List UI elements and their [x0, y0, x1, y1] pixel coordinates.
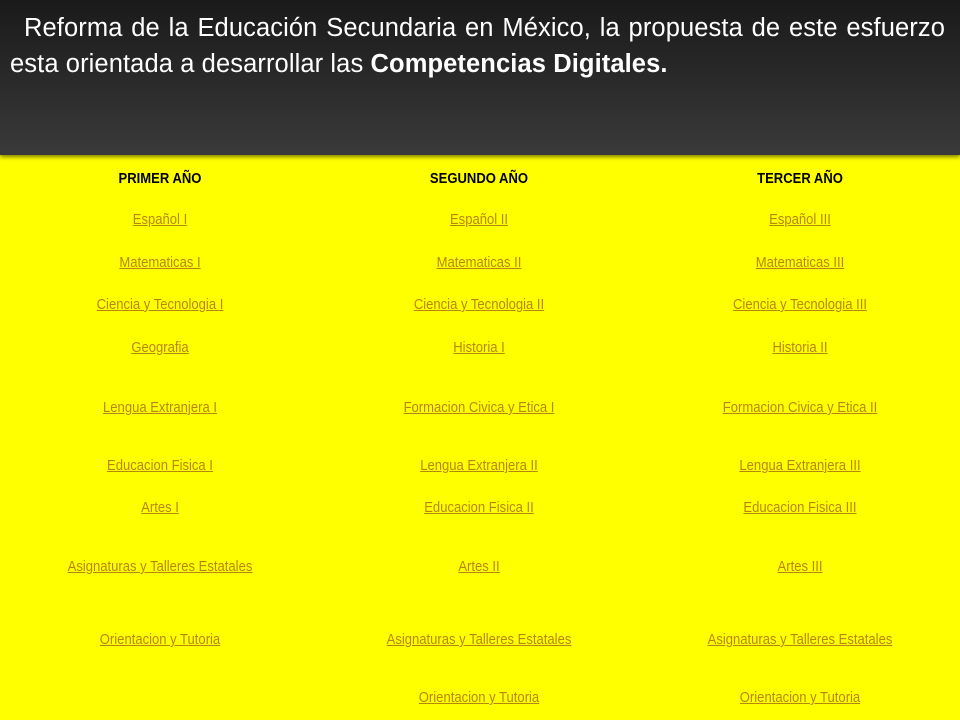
column-segundo-ano: [320, 155, 638, 720]
subject-link[interactable]: Español II: [449, 212, 509, 228]
subject-link[interactable]: Artes III: [777, 559, 823, 575]
column-tercer-ano: [640, 155, 960, 720]
column-primer-ano: [0, 155, 320, 720]
subject-link[interactable]: Educacion Fisica II: [424, 500, 534, 516]
header-text: [10, 10, 945, 82]
subject-link[interactable]: Orientacion y Tutoria: [99, 632, 221, 648]
subject-link[interactable]: Asignaturas y Talleres Estatales: [67, 559, 253, 575]
subject-link[interactable]: Ciencia y Tecnologia I: [96, 297, 224, 313]
subject-link[interactable]: Historia I: [453, 340, 505, 356]
subject-link[interactable]: Matematicas II: [436, 255, 522, 271]
subject-link[interactable]: Asignaturas y Talleres Estatales: [707, 632, 893, 648]
header-panel: [0, 0, 960, 155]
subject-link[interactable]: Matematicas III: [755, 255, 845, 271]
header-text-plain: Reforma de la Educación Secundaria en México, la propuesta de este esfuerzo esta orientada a desarrollar las: [10, 14, 945, 78]
subject-link[interactable]: Orientacion y Tutoria: [739, 690, 861, 706]
subject-link[interactable]: Español I: [132, 212, 188, 228]
subject-link[interactable]: Geografia: [131, 340, 189, 356]
subject-link[interactable]: Formacion Civica y Etica I: [403, 400, 555, 416]
subject-link[interactable]: Lengua Extranjera II: [420, 458, 538, 474]
subject-link[interactable]: Artes I: [141, 500, 179, 516]
subject-link[interactable]: Educacion Fisica I: [107, 458, 213, 474]
subject-link[interactable]: Español III: [769, 212, 831, 228]
subject-link[interactable]: Asignaturas y Talleres Estatales: [386, 632, 572, 648]
subject-link[interactable]: Lengua Extranjera I: [103, 400, 217, 416]
header-text-bold: Competencias Digitales.: [370, 50, 668, 78]
column-title: SEGUNDO AÑO: [429, 171, 529, 187]
subject-link[interactable]: Formacion Civica y Etica II: [722, 400, 878, 416]
subject-link[interactable]: Educacion Fisica III: [743, 500, 857, 516]
column-title: TERCER AÑO: [757, 171, 843, 187]
subject-link[interactable]: Artes II: [458, 559, 500, 575]
subjects-grid: [0, 155, 960, 720]
column-title: PRIMER AÑO: [118, 171, 202, 187]
subject-link[interactable]: Historia II: [772, 340, 828, 356]
subject-link[interactable]: Ciencia y Tecnologia III: [733, 297, 867, 313]
subject-link[interactable]: Ciencia y Tecnologia II: [413, 297, 545, 313]
subject-link[interactable]: Matematicas I: [119, 255, 201, 271]
subject-link[interactable]: Lengua Extranjera III: [739, 458, 861, 474]
subject-link[interactable]: Orientacion y Tutoria: [418, 690, 540, 706]
